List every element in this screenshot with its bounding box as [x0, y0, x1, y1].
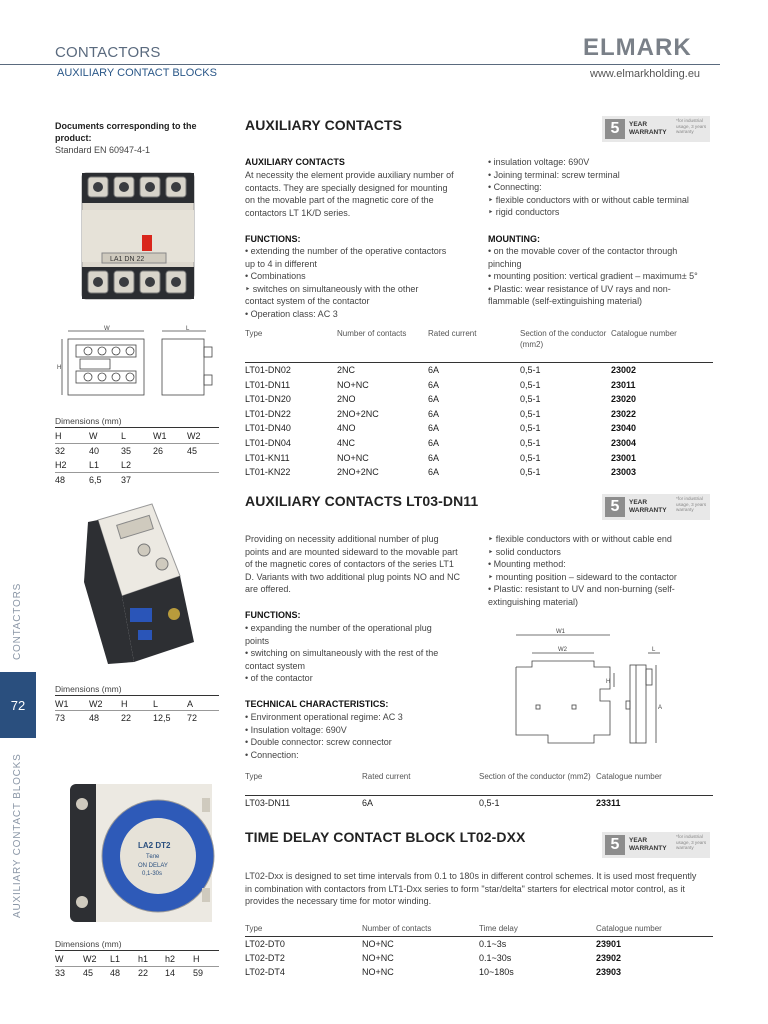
- section2-functions: • expanding the number of the operational plug points • switching on simultaneously with the rest of the contact system • of the contactor: [245, 623, 439, 684]
- header-rule: [0, 64, 720, 65]
- drawing1-w: W: [104, 326, 110, 332]
- product-image-lt03: [78, 502, 203, 667]
- warranty-badge-2: 5 YEAR WARRANTY: [602, 494, 710, 520]
- section1-mounting-heading: MOUNTING:: [488, 234, 540, 244]
- drawing2-l: L: [652, 647, 656, 653]
- brand-logo: ELMARK: [583, 34, 692, 61]
- section2-tech-heading: TECHNICAL CHARACTERISTICS:: [245, 699, 389, 709]
- brand-url[interactable]: www.elmarkholding.eu: [590, 68, 701, 80]
- section3-title: TIME DELAY CONTACT BLOCK LT02-DXX: [245, 829, 526, 845]
- drawing1-l: L: [186, 326, 190, 332]
- section1-functions: • extending the number of the operative contactors up to 4 in different • Combinations ‣ switches on simultaneously with the other contact system of the contactor • Operation class: AC 3: [245, 246, 447, 319]
- drawing2-h: H: [606, 679, 611, 685]
- sidebar-label-contactors: CONTACTORS: [12, 582, 23, 660]
- section3-text: LT02-Dxx is designed to set time intervals from 0.1 to 180s in different control schemes. It is used most frequently in combination with contactors from LT1-Dxx series to form "star/delta" starters for electrical motor control, as it provides the necessary time for motor winding.: [245, 871, 697, 907]
- page-number: 72: [10, 697, 26, 713]
- drawing2-a: A: [658, 705, 663, 711]
- warranty-note-1: *for industrial usage, 3 years warranty: [676, 118, 707, 134]
- product1-label: LA1 DN 22: [110, 256, 145, 263]
- drawing2-w2: W2: [558, 647, 567, 653]
- dimension-drawing-lt03: [508, 625, 683, 755]
- docs-heading-2: product:: [55, 133, 92, 143]
- product3-label-3: ON DELAY: [138, 863, 168, 869]
- warranty-note-3: *for industrial usage, 3 years warranty: [676, 834, 707, 850]
- docs-standard: Standard EN 60947-4-1: [55, 145, 151, 155]
- section2-tech: • Environment operational regime: AC 3 • Insulation voltage: 690V • Double connector: screw connector • Connection:: [245, 712, 403, 760]
- page-title: CONTACTORS: [55, 44, 161, 61]
- section1-functions-heading: FUNCTIONS:: [245, 234, 301, 244]
- dims3-label: Dimensions (mm): [55, 939, 122, 949]
- dims1-label: Dimensions (mm): [55, 416, 122, 426]
- section2-right-text: ‣ flexible conductors with or without cable end ‣ solid conductors • Mounting method: ‣ mounting position – sideward to the contactor • Plastic: resistant to UV and non-burning (self- extinguishing material): [488, 534, 677, 607]
- page-subtitle: AUXILIARY CONTACT BLOCKS: [57, 67, 217, 79]
- dims2-label: Dimensions (mm): [55, 684, 122, 694]
- dimension-drawing-lt01: [56, 325, 236, 397]
- drawing1-h: H: [57, 365, 62, 371]
- page-number-box: [0, 672, 36, 738]
- warranty-note-2: *for industrial usage, 3 years warranty: [676, 496, 707, 512]
- section2-title: AUXILIARY CONTACTS LT03-DN11: [245, 493, 479, 509]
- product-image-lt02: [66, 778, 216, 926]
- section2-left-text: Providing on necessity additional number of plug points and are mounted sideward to the movable part of the magnetic cores of contactors of the series LT1 D. Variants with two additional plug points NO and NC are offered.: [245, 534, 460, 595]
- section1-left-text: At necessity the element provide auxiliary number of contacts. They are specially designed for mounting on the movable part of the magnetic core of the contactors LT 1K/D series.: [245, 170, 454, 218]
- product3-label-4: 0,1-30s: [142, 871, 163, 877]
- drawing2-w1: W1: [556, 629, 565, 635]
- section1-right-text: • insulation voltage: 690V • Joining terminal: screw terminal • Connecting: ‣ flexible conductors with or without cable terminal ‣ rigid conductors: [488, 157, 689, 218]
- section1-title: AUXILIARY CONTACTS: [245, 117, 403, 133]
- section1-left-heading: AUXILIARY CONTACTS: [245, 157, 345, 167]
- sidebar-label-aux-blocks: AUXILIARY CONTACT BLOCKS: [12, 753, 23, 918]
- warranty-badge-1: 5 YEAR WARRANTY: [602, 116, 710, 142]
- warranty-badge-3: 5 YEAR WARRANTY: [602, 832, 710, 858]
- section2-functions-heading: FUNCTIONS:: [245, 610, 301, 620]
- product-image-lt01: [68, 165, 208, 305]
- docs-heading-1: Documents corresponding to the: [55, 121, 197, 131]
- product3-label-2: Теле: [146, 854, 160, 860]
- section1-mounting: • on the movable cover of the contactor through pinching • mounting position: vertical gradient – maximum± 5° • Plastic: wear resistance of UV rays and non- flammable (self-extinguishing material): [488, 246, 698, 307]
- product3-label-1: LA2 DT2: [138, 841, 171, 850]
